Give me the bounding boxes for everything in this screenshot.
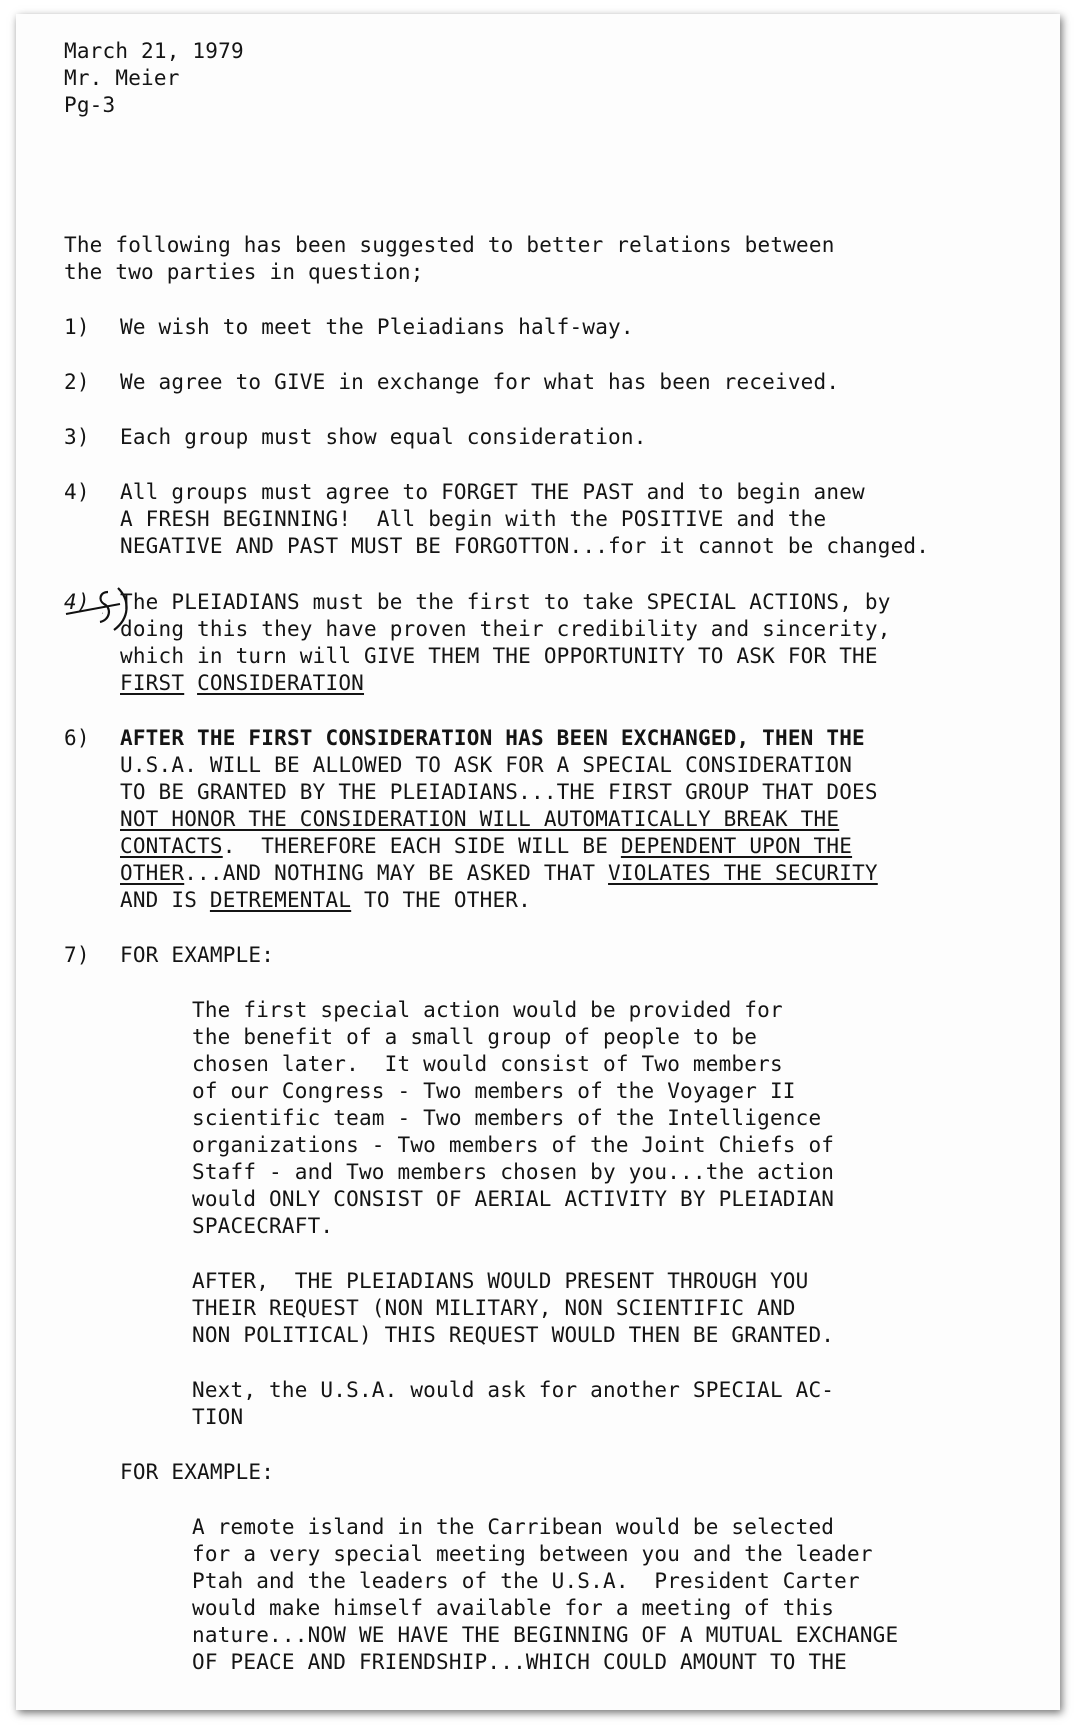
item-text: FOR EXAMPLE:	[120, 943, 275, 967]
example-line: would make himself available for a meeting of this	[192, 1596, 835, 1620]
item-number: 2)	[64, 370, 90, 394]
underlined-phrase: FIRST	[120, 671, 185, 695]
underlined-phrase: OTHER	[120, 861, 185, 885]
item-text-underlined: NOT HONOR THE CONSIDERATION WILL AUTOMATICALLY BREAK THE	[120, 807, 840, 831]
item-number: 6)	[64, 726, 90, 750]
item-text: We agree to GIVE in exchange for what has been received.	[120, 370, 840, 394]
example-line: of our Congress - Two members of the Voyager II	[192, 1079, 796, 1103]
example-line: would ONLY CONSIST OF AERIAL ACTIVITY BY PLEIADIAN	[192, 1187, 835, 1211]
item-text-underlined-line: AND IS DETREMENTAL TO THE OTHER.	[120, 888, 531, 912]
item-number: 4)	[64, 480, 90, 504]
item-text: The PLEIADIANS must be the first to take SPECIAL ACTIONS, by	[120, 590, 891, 614]
next-line: Next, the U.S.A. would ask for another SPECIAL AC-	[192, 1378, 835, 1402]
letter-recipient: Mr. Meier	[64, 66, 180, 90]
next-line: TION	[192, 1405, 244, 1429]
example-line: the benefit of a small group of people to be	[192, 1025, 758, 1049]
item-text: AFTER THE FIRST CONSIDERATION HAS BEEN EXCHANGED, THEN THE	[120, 726, 865, 750]
hand-correction-label: 5	[102, 613, 104, 615]
example-line: SPACECRAFT.	[192, 1214, 334, 1238]
underlined-phrase: CONTACTS	[120, 834, 223, 858]
item-number: 7)	[64, 943, 90, 967]
item-text: which in turn will GIVE THEM THE OPPORTUNITY TO ASK FOR THE	[120, 644, 878, 668]
underlined-phrase: DEPENDENT UPON THE	[620, 834, 853, 858]
document-page	[16, 14, 1060, 1710]
after-line: THEIR REQUEST (NON MILITARY, NON SCIENTIFIC AND	[192, 1296, 796, 1320]
item-text: We wish to meet the Pleiadians half-way.	[120, 315, 634, 339]
item-number-struck: 4)	[64, 590, 90, 614]
page-number: Pg-3	[64, 93, 116, 117]
for-example-heading: FOR EXAMPLE:	[120, 1460, 275, 1484]
example-line: Ptah and the leaders of the U.S.A. President Carter	[192, 1569, 860, 1593]
underlined-phrase: CONSIDERATION	[197, 671, 365, 695]
item-text-underlined-line: CONTACTS. THEREFORE EACH SIDE WILL BE DEPENDENT UPON THE	[120, 834, 853, 858]
typed-letter	[16, 14, 1060, 1710]
item-text: NEGATIVE AND PAST MUST BE FORGOTTON...for it cannot be changed.	[120, 534, 930, 558]
intro-line: the two parties in question;	[64, 260, 424, 284]
example-line: OF PEACE AND FRIENDSHIP...WHICH COULD AMOUNT TO THE	[192, 1650, 847, 1674]
example-line: chosen later. It would consist of Two members	[192, 1052, 783, 1076]
item-text: U.S.A. WILL BE ALLOWED TO ASK FOR A SPECIAL CONSIDERATION	[120, 753, 853, 777]
intro-line: The following has been suggested to better relations between	[64, 233, 835, 257]
example-line: scientific team - Two members of the Intelligence	[192, 1106, 822, 1130]
item-text: Each group must show equal consideration.	[120, 425, 647, 449]
example-line: nature...NOW WE HAVE THE BEGINNING OF A MUTUAL EXCHANGE	[192, 1623, 899, 1647]
example-line: organizations - Two members of the Joint Chiefs of	[192, 1133, 835, 1157]
item-text: A FRESH BEGINNING! All begin with the POSITIVE and the	[120, 507, 827, 531]
item-text-underlined-line	[120, 670, 364, 698]
letter-date: March 21, 1979	[64, 39, 244, 63]
example-line: Staff - and Two members chosen by you...the action	[192, 1160, 835, 1184]
item-text: All groups must agree to FORGET THE PAST and to begin anew	[120, 480, 865, 504]
item-text-underlined-line: OTHER...AND NOTHING MAY BE ASKED THAT VIOLATES THE SECURITY	[120, 861, 878, 885]
item-number: 3)	[64, 425, 90, 449]
example-line: The first special action would be provided for	[192, 998, 783, 1022]
underlined-phrase: DETREMENTAL	[209, 888, 352, 912]
after-line: AFTER, THE PLEIADIANS WOULD PRESENT THROUGH YOU	[192, 1269, 809, 1293]
item-number: 1)	[64, 315, 90, 339]
example-line: for a very special meeting between you and the leader	[192, 1542, 873, 1566]
example-line: A remote island in the Carribean would be selected	[192, 1515, 835, 1539]
item-text: doing this they have proven their credibility and sincerity,	[120, 617, 891, 641]
item-text: TO BE GRANTED BY THE PLEIADIANS...THE FIRST GROUP THAT DOES	[120, 780, 878, 804]
underlined-phrase: VIOLATES THE SECURITY	[608, 861, 878, 885]
after-line: NON POLITICAL) THIS REQUEST WOULD THEN BE GRANTED.	[192, 1323, 835, 1347]
